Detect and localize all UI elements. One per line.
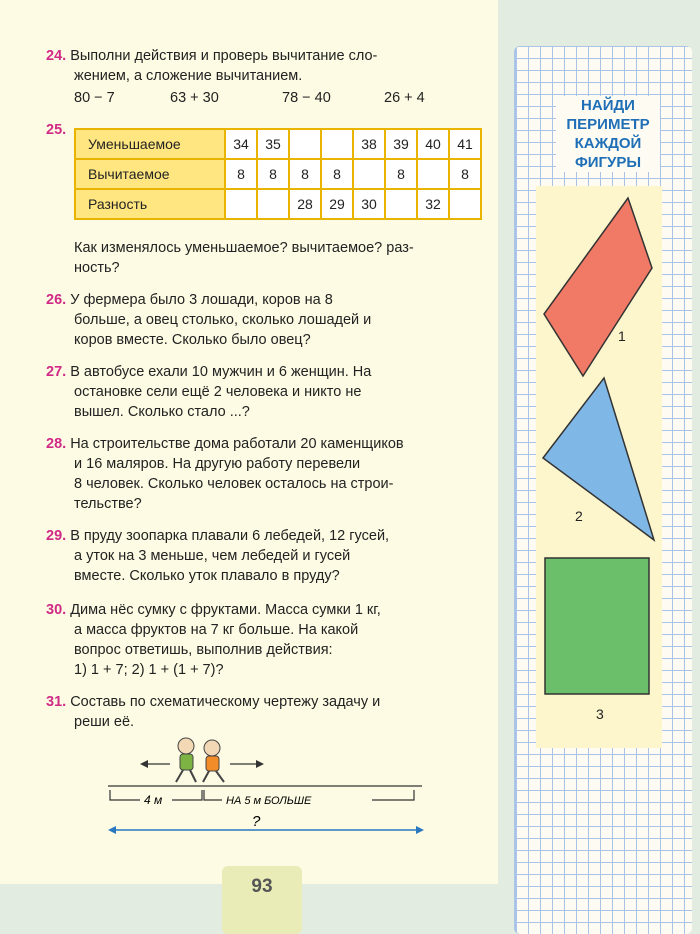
table-row <box>75 129 481 159</box>
task-text: и 16 маляров. На другую работу перевели <box>74 456 361 472</box>
task-31 <box>46 692 482 732</box>
task-text: Дима нёс сумку с фруктами. Масса сумки 1 кг, <box>70 602 381 618</box>
task-number: 24. <box>46 48 67 64</box>
expression: 78 − 40 <box>282 90 331 106</box>
table-cell <box>289 129 321 159</box>
table-cell: 40 <box>417 129 449 159</box>
task-number: 25. <box>46 122 67 138</box>
task-number: 29. <box>46 528 67 544</box>
task-text: больше, а овец столько, сколько лошадей и <box>74 312 372 328</box>
table-cell: 32 <box>417 189 449 219</box>
table-cell: 38 <box>353 129 385 159</box>
triangle-figure <box>543 378 654 540</box>
task-text: Выполни действия и проверь вычитание сло- <box>70 48 378 64</box>
right-segment-label: НА 5 м БОЛЬШЕ <box>226 795 312 807</box>
task-number: 26. <box>46 292 67 308</box>
task-25-question <box>74 238 482 278</box>
side-title-line: ФИГУРЫ <box>556 153 660 172</box>
task-number: 28. <box>46 436 67 452</box>
table-cell: 8 <box>385 159 417 189</box>
arrow-head <box>416 826 424 834</box>
table-cell <box>417 159 449 189</box>
task-28 <box>46 434 482 514</box>
task-text: В автобусе ехали 10 мужчин и 6 женщин. На <box>70 364 372 380</box>
table-cell: 28 <box>289 189 321 219</box>
arrow-head <box>140 760 148 768</box>
task-text: Как изменялось уменьшаемое? вычитаемое? раз- <box>74 240 414 256</box>
task-text: Составь по схематическому чертежу задачу и <box>70 694 381 710</box>
table-cell <box>353 159 385 189</box>
row-header: Уменьшаемое <box>75 129 225 159</box>
task-text: а уток на 3 меньше, чем лебедей и гусей <box>74 548 351 564</box>
table-cell <box>321 129 353 159</box>
side-title-line: ПЕРИМЕТР <box>556 115 660 134</box>
table-cell: 8 <box>289 159 321 189</box>
task-text: ность? <box>74 260 120 276</box>
running-kids-illustration <box>176 738 224 782</box>
task-text: 1) 1 + 7; 2) 1 + (1 + 7)? <box>74 662 224 678</box>
task-30 <box>46 600 482 680</box>
left-segment-label: 4 м <box>144 793 163 807</box>
table-cell <box>385 189 417 219</box>
task-text: вышел. Сколько стало ...? <box>74 404 250 420</box>
figure-label-2: 2 <box>575 508 583 524</box>
figure-label-3: 3 <box>596 706 604 722</box>
table-cell <box>225 189 257 219</box>
arrow-head <box>108 826 116 834</box>
table-cell: 34 <box>225 129 257 159</box>
table-cell: 39 <box>385 129 417 159</box>
task-24 <box>46 46 482 86</box>
task-text: На строительстве дома работали 20 каменщиков <box>70 436 404 452</box>
table-row <box>75 189 481 219</box>
row-header: Разность <box>75 189 225 219</box>
table-row <box>75 159 481 189</box>
table-cell: 8 <box>257 159 289 189</box>
task-text: В пруду зоопарка плавали 6 лебедей, 12 гусей, <box>70 528 390 544</box>
side-title-line: КАЖДОЙ <box>556 134 660 153</box>
expression: 26 + 4 <box>384 90 425 106</box>
total-question-mark: ? <box>252 813 261 830</box>
task-29 <box>46 526 482 586</box>
subtraction-table <box>74 128 482 220</box>
table-cell: 8 <box>449 159 481 189</box>
table-cell <box>449 189 481 219</box>
task-text: 8 человек. Сколько человек осталось на строи- <box>74 476 394 492</box>
row-header: Вычитаемое <box>75 159 225 189</box>
rectangle-figure <box>545 558 649 694</box>
table-cell: 35 <box>257 129 289 159</box>
expression: 80 − 7 <box>74 90 115 106</box>
figure-label-1: 1 <box>618 328 626 344</box>
task-26 <box>46 290 482 350</box>
schematic-diagram <box>100 728 430 848</box>
parallelogram-figure <box>544 198 652 376</box>
task-number: 31. <box>46 694 67 710</box>
table-cell: 8 <box>321 159 353 189</box>
task-text: тельстве? <box>74 496 142 512</box>
table-cell: 41 <box>449 129 481 159</box>
task-text: а масса фруктов на 7 кг больше. На какой <box>74 622 359 638</box>
task-text: жением, а сложение вычитанием. <box>74 68 303 84</box>
arrow-head <box>256 760 264 768</box>
task-number: 30. <box>46 602 67 618</box>
page-number: 93 <box>222 866 302 934</box>
task-text: остановке сели ещё 2 человека и никто не <box>74 384 362 400</box>
expression: 63 + 30 <box>170 90 219 106</box>
table-cell <box>257 189 289 219</box>
task-text: вместе. Сколько уток плавало в пруду? <box>74 568 340 584</box>
task-number: 27. <box>46 364 67 380</box>
table-cell: 29 <box>321 189 353 219</box>
task-text: вопрос ответишь, выполнив действия: <box>74 642 333 658</box>
table-cell: 30 <box>353 189 385 219</box>
side-title-line: НАЙДИ <box>556 96 660 115</box>
table-cell: 8 <box>225 159 257 189</box>
task-text: У фермера было 3 лошади, коров на 8 <box>70 292 333 308</box>
task-text: коров вместе. Сколько было овец? <box>74 332 311 348</box>
task-27 <box>46 362 482 422</box>
task-text: реши её. <box>74 714 135 730</box>
